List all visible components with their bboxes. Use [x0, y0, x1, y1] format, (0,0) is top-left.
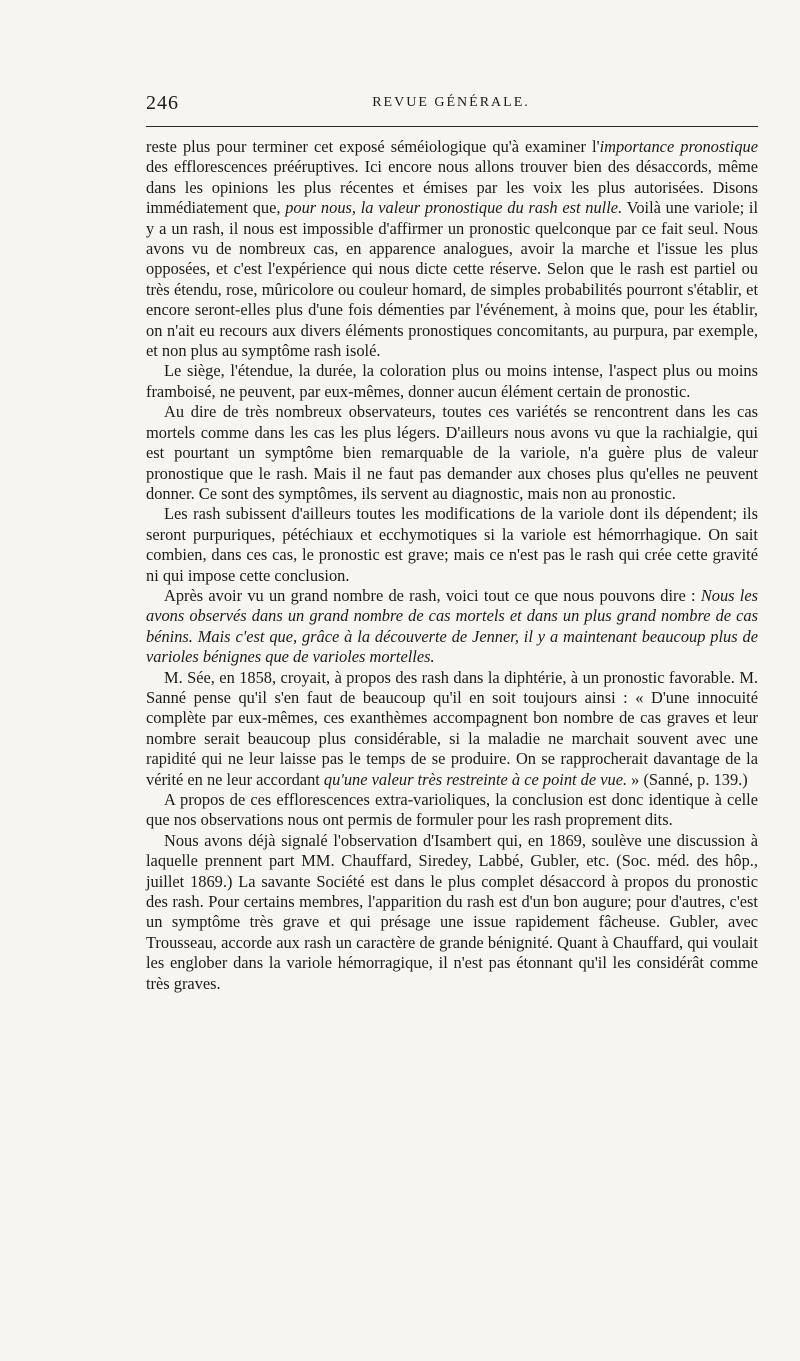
- italic-text: pour nous, la valeur pronostique du rash est nulle.: [285, 198, 623, 218]
- paragraph: [146, 137, 758, 361]
- text-segment: reste plus pour terminer cet exposé séméiologique qu'à examiner l': [146, 137, 600, 156]
- running-head: REVUE GÉNÉRALE.: [372, 95, 530, 110]
- text-segment: Le siège, l'étendue, la durée, la coloration plus ou moins intense, l'aspect plus ou moins framboisé, ne peuvent, par eux-mêmes, donner aucun élément certain de pronostic.: [146, 361, 758, 401]
- italic-text: qu'une valeur très restreinte à ce point de vue.: [323, 769, 628, 789]
- italic-text: importance pronostique: [599, 137, 758, 156]
- page-header: [146, 92, 756, 120]
- paragraph: [146, 586, 758, 668]
- text-segment: des efflorescences prééruptives. Ici encore nous allons trouver bien des désaccords, même dans les opinions les plus récentes et émises par les voix les plus autorisées. Disons immédiatement que,: [146, 157, 758, 218]
- text-segment: Nous avons déjà signalé l'observation d'Isambert qui, en 1869, soulève une discussion à laquelle prennent part MM. Chauffard, Siredey, Labbé, Gubler, etc. (Soc. méd. des hôp., juillet 1869.) La savante Société est dans le plus complet désaccord à propos du pronostic des rash. Pour certains membres, l'apparition du rash est d'un bon augure; pour d'autres, c'est un symptôme très grave et qui présage une issue rapidement fâcheuse. Gubler, avec Trousseau, accorde aux rash un caractère de grande bénignité. Quant à Chauffard, qui voulait les englober dans la variole hémorragique, il n'est pas étonnant qu'il les considérât comme très graves.: [146, 830, 758, 993]
- body-text: [146, 137, 758, 994]
- paragraph: [146, 402, 758, 504]
- paragraph: [146, 504, 758, 586]
- paragraph: [146, 668, 758, 790]
- paragraph: [146, 831, 758, 994]
- header-rule: [146, 126, 758, 127]
- text-segment: Les rash subissent d'ailleurs toutes les modifications de la variole dont ils dépendent; ils seront purpuriques, pétéchiaux et ecchymotiques si la variole est hémorrhagique. On sait combien, dans ces cas, le pronostic est grave; mais ce n'est pas le rash qui crée cette gravité ni qui impose cette conclusion.: [146, 504, 758, 585]
- page-number: 246: [146, 92, 179, 114]
- italic-text: Nous les avons observés dans un grand nombre de cas mortels et dans un plus grand nombre de cas bénins. Mais c'est que, grâce à la découverte de Jenner, il y a maintenant beaucoup plus de varioles bénignes que de varioles mortelles.: [146, 585, 758, 667]
- text-segment: M. Sée, en 1858, croyait, à propos des rash dans la diphtérie, à un pronostic favorable. M. Sanné pense qu'il s'en faut de beaucoup qu'il en soit toujours ainsi : « D'une innocuité complète par eux-mêmes, ces exanthèmes accompagnent bon nombre de cas graves et leur nombre serait beaucoup plus considérable, si la maladie ne marchait souvent avec une rapidité qui ne leur laisse pas le temps de se produire. On se rapprocherait davantage de la vérité en ne leur accordant: [146, 667, 758, 789]
- text-segment: Après avoir vu un grand nombre de rash, voici tout ce que nous pouvons dire :: [164, 585, 701, 605]
- paragraph: [146, 790, 758, 831]
- paragraph: [146, 361, 758, 402]
- text-segment: » (Sanné, p. 139.): [627, 769, 748, 789]
- text-segment: Voilà une variole; il y a un rash, il nous est impossible d'affirmer un pronostic quelconque par ce fait seul. Nous avons vu de nombreux cas, en apparence analogues, avoir la marche et l'issue les plus opposées, et c'est l'expérience qui nous dicte cette réserve. Selon que le rash est partiel ou très étendu, rose, mûricolore ou couleur homard, de simples probabilités pourront s'établir, et encore seront-elles plus d'une fois démenties par l'événement, à moins que, pour les établir, on n'ait eu recours aux divers éléments pronostiques concomitants, au purpura, par exemple, et non plus au symptôme rash isolé.: [146, 198, 758, 361]
- text-segment: A propos de ces efflorescences extra-varioliques, la conclusion est donc identique à celle que nos observations nous ont permis de formuler pour les rash proprement dits.: [146, 790, 758, 830]
- text-segment: Au dire de très nombreux observateurs, toutes ces variétés se rencontrent dans les cas mortels comme dans les cas les plus légers. D'ailleurs nous avons vu que la rachialgie, qui est pourtant un symptôme bien remarquable de la variole, n'a guère plus de valeur pronostique que le rash. Mais il ne faut pas demander aux choses plus qu'elles ne peuvent donner. Ce sont des symptômes, ils servent au diagnostic, mais non au pronostic.: [146, 402, 758, 503]
